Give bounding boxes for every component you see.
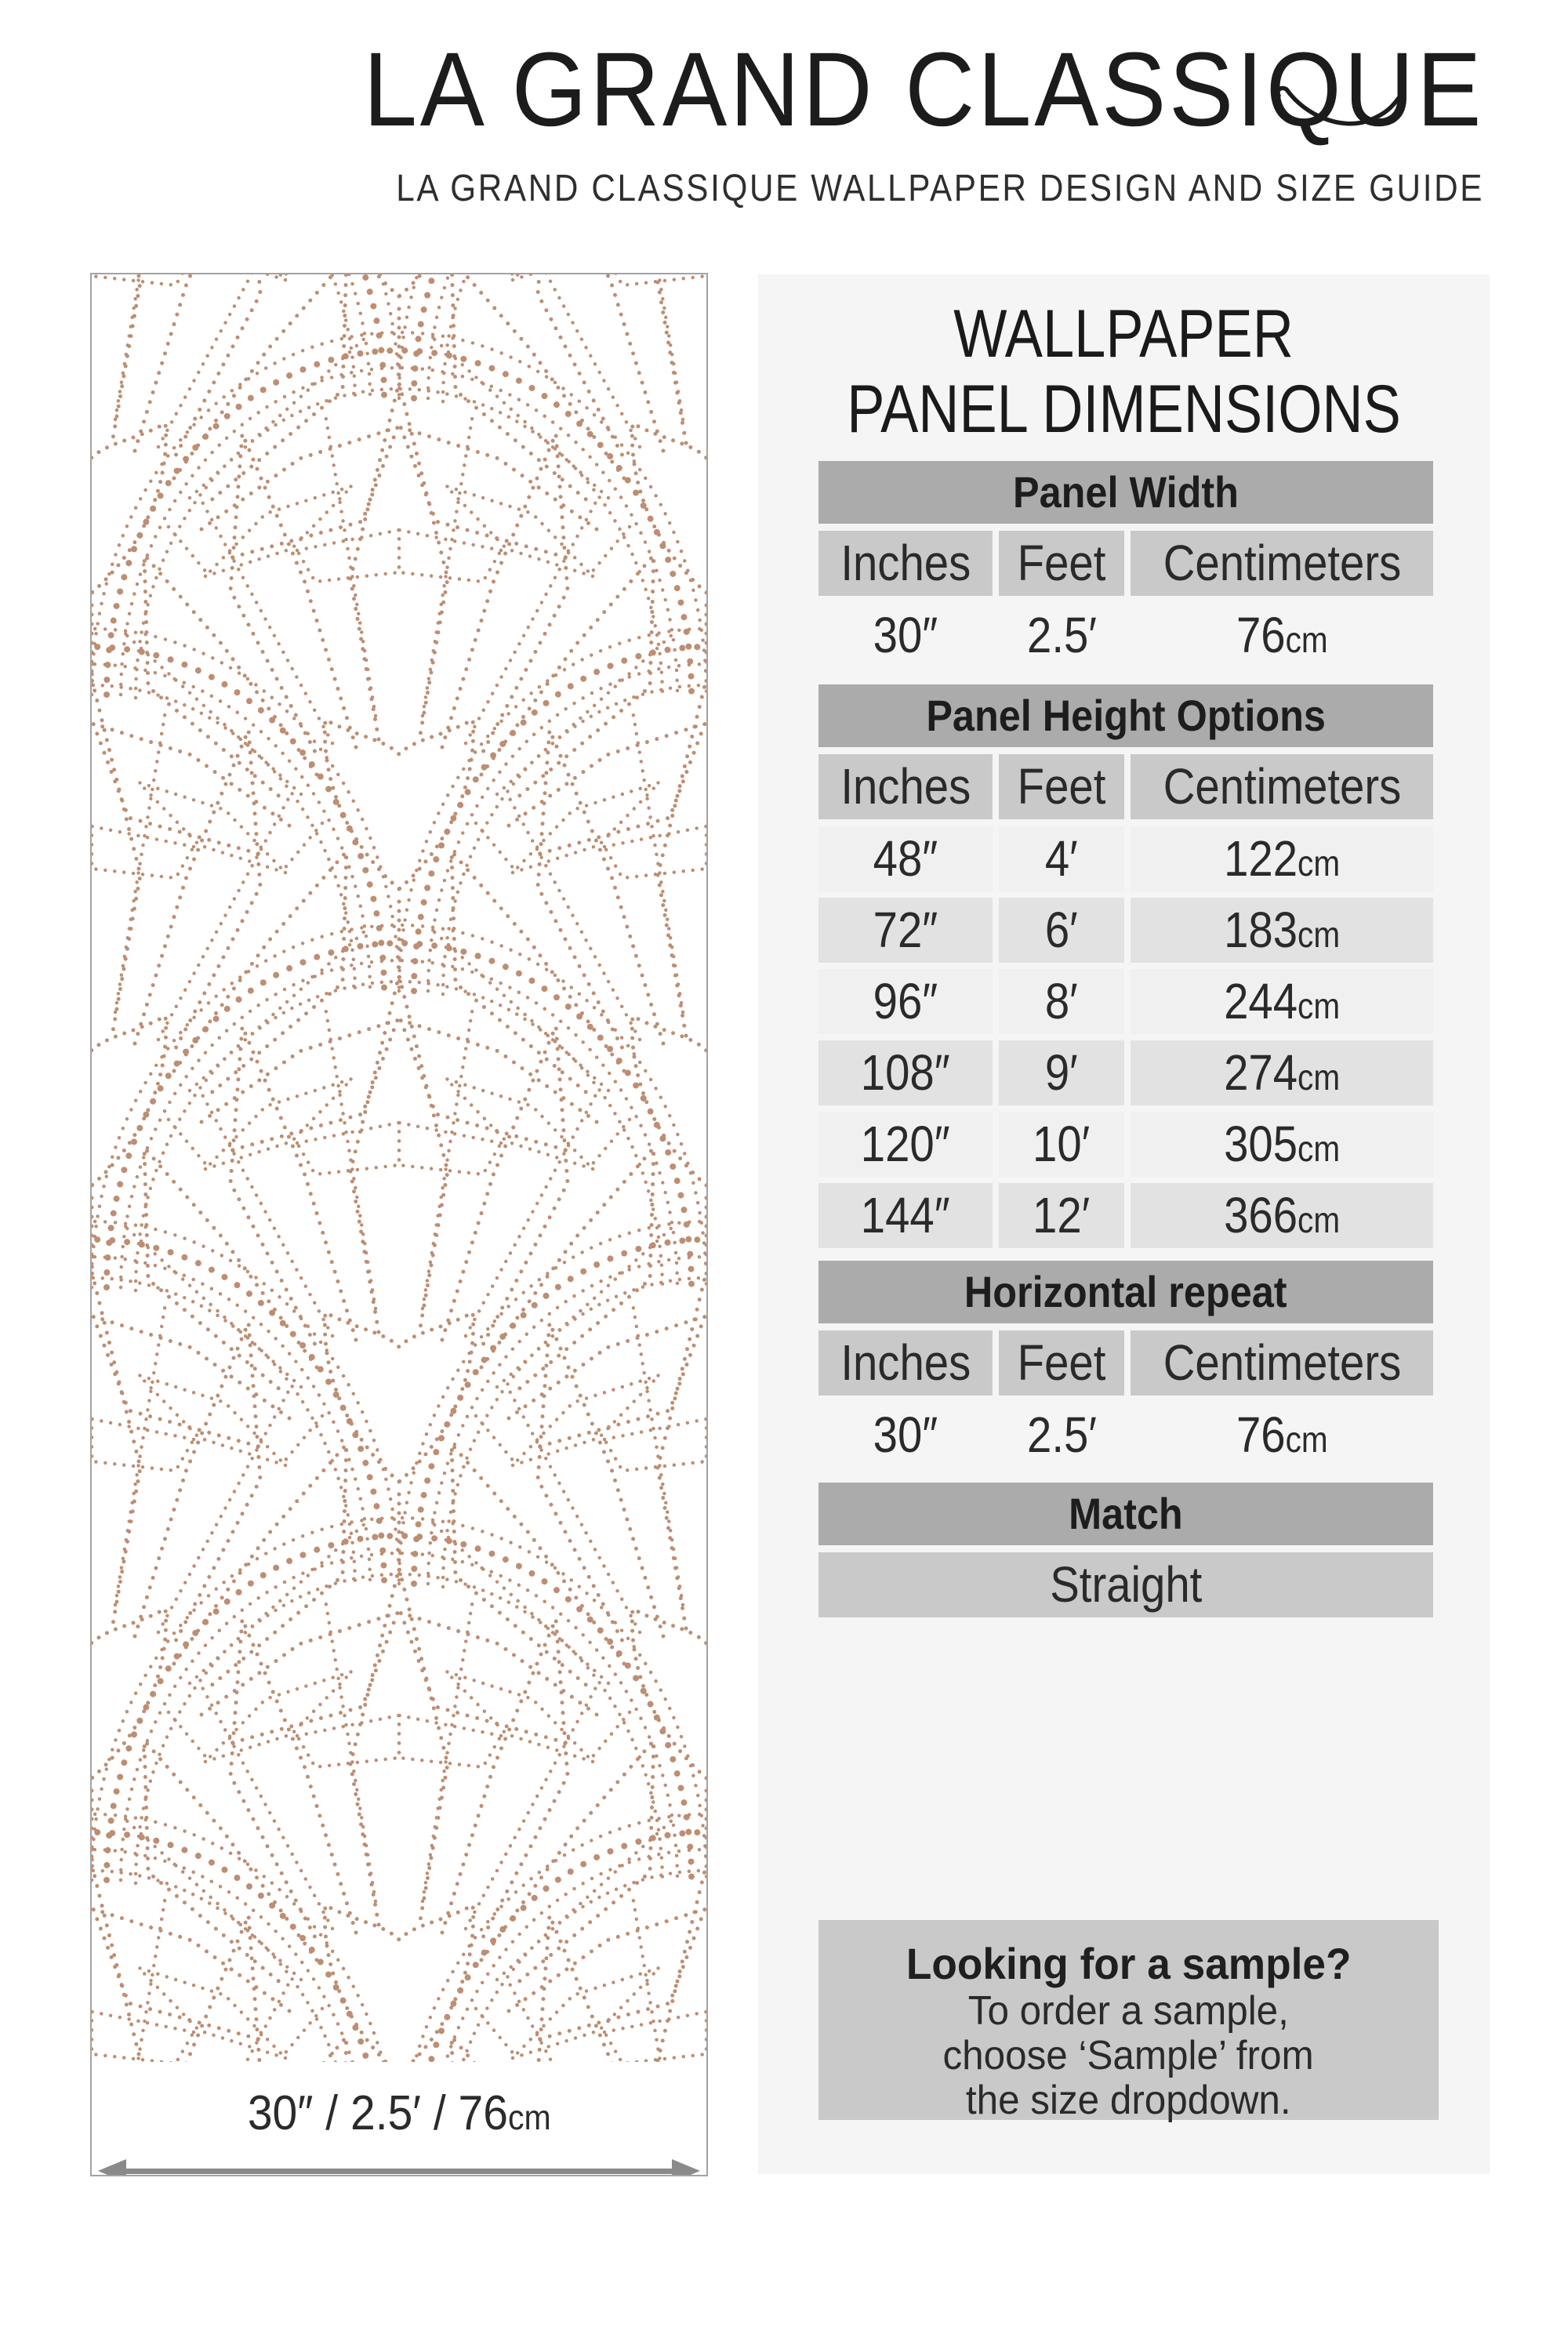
column-header: Inches [818, 1330, 993, 1396]
value-cell: 144″ [818, 1183, 993, 1248]
sample-box-title: Looking for a sample? [906, 1939, 1352, 1988]
value-rows [818, 1552, 1433, 1617]
panel-title [758, 296, 1490, 447]
match-value: Straight [818, 1552, 1433, 1617]
column-header: Feet [999, 531, 1124, 596]
value-cell: 2.5′ [1026, 1406, 1097, 1463]
value-rows [818, 603, 1433, 668]
section-panel-height-options [818, 684, 1433, 1248]
value-rows [818, 826, 1433, 1248]
arrow-right-icon [672, 2159, 700, 2176]
sample-box-lines [818, 1989, 1439, 2123]
value-cell: 96″ [818, 969, 993, 1034]
sample-box-line: choose ‘Sample’ from [942, 2033, 1315, 2078]
value-cell: 76cm [1236, 607, 1328, 663]
value-cell: 366cm [1131, 1183, 1433, 1248]
value-cell: 30″ [873, 1406, 938, 1463]
column-header: Feet [999, 1330, 1124, 1396]
sample-box-line: To order a sample, [967, 1988, 1290, 2034]
brand-title: LA GRAND CLASSIQUE [363, 31, 1484, 148]
value-cell: 183cm [1131, 898, 1433, 963]
value-cell: 12′ [999, 1183, 1124, 1248]
section-horizontal-repeat [818, 1261, 1433, 1468]
sample-box-line: the size dropdown. [966, 2078, 1291, 2123]
value-cell: 305cm [1131, 1112, 1433, 1177]
column-headers [818, 1330, 1433, 1396]
column-header: Centimeters [1131, 1330, 1433, 1396]
section-match [818, 1483, 1433, 1617]
arrow-line [117, 2169, 681, 2174]
value-cell: 76cm [1236, 1406, 1328, 1463]
value-cell: 244cm [1131, 969, 1433, 1034]
value-cell: 120″ [818, 1112, 993, 1177]
value-cell: 6′ [999, 898, 1124, 963]
brand-subtitle: LA GRAND CLASSIQUE WALLPAPER DESIGN AND SIZE GUIDE [396, 168, 1484, 209]
section-header-bar: Panel Width [818, 461, 1433, 524]
value-cell: 8′ [999, 969, 1124, 1034]
value-cell: 108″ [818, 1040, 993, 1105]
value-cell: 4′ [999, 826, 1124, 891]
column-headers [818, 531, 1433, 596]
section-header-bar: Horizontal repeat [818, 1261, 1433, 1323]
sample-info-box [818, 1920, 1439, 2123]
header [248, 31, 1484, 209]
value-rows [818, 1403, 1433, 1468]
dimensions-panel [758, 274, 1490, 2174]
value-cell: 48″ [818, 826, 993, 891]
value-cell: 274cm [1131, 1040, 1433, 1105]
column-header: Inches [818, 754, 993, 819]
width-measure-arrow [98, 2159, 700, 2176]
section-header-bar: Match [818, 1483, 1433, 1545]
value-cell: 2.5′ [1026, 607, 1097, 663]
column-header: Feet [999, 754, 1124, 819]
column-header: Centimeters [1131, 754, 1433, 819]
value-cell: 72″ [818, 898, 993, 963]
value-cell: 9′ [999, 1040, 1124, 1105]
value-cell: 10′ [999, 1112, 1124, 1177]
value-cell: 122cm [1131, 826, 1433, 891]
panel-title-line1: WALLPAPER [953, 296, 1294, 372]
column-header: Centimeters [1131, 531, 1433, 596]
panel-width-label: 30″ / 2.5′ / 76cm [247, 2086, 551, 2140]
section-panel-width [818, 461, 1433, 668]
wallpaper-pattern [92, 274, 706, 2062]
panel-title-line2: PANEL DIMENSIONS [847, 372, 1401, 447]
column-headers [818, 754, 1433, 819]
wallpaper-preview-box [90, 273, 708, 2176]
column-header: Inches [818, 531, 993, 596]
section-header-bar: Panel Height Options [818, 684, 1433, 747]
value-cell: 30″ [873, 607, 938, 663]
